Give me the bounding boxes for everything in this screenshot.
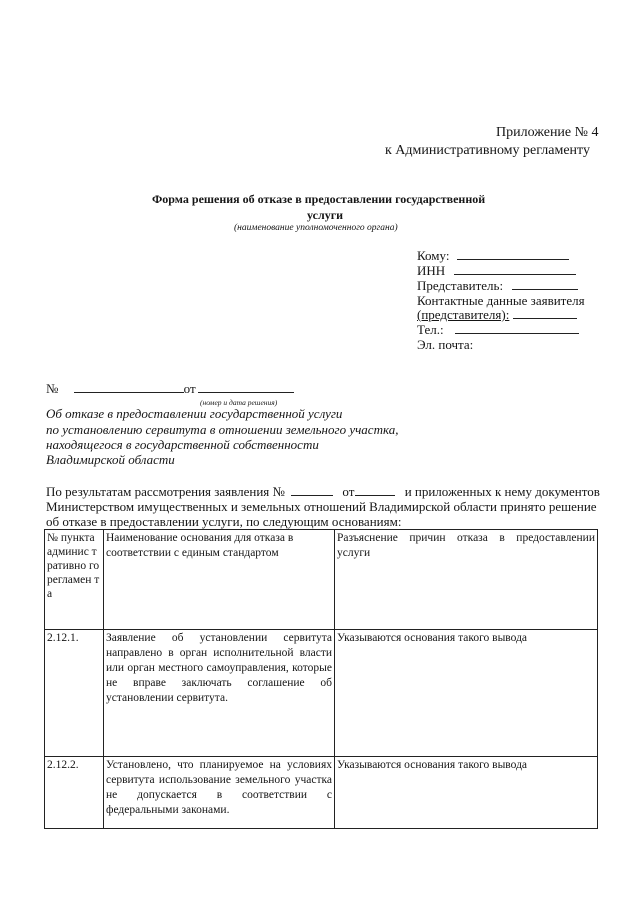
row-explanation: Указываются основания такого вывода <box>335 757 598 829</box>
form-title-line2: услуги <box>307 208 344 222</box>
decision-subject-4: Владимирской области <box>46 452 175 467</box>
table-header-row <box>45 530 598 630</box>
recipient-contacts2: (представителя): <box>417 307 577 323</box>
decision-date-blank <box>198 391 294 393</box>
application-number-blank <box>291 494 333 496</box>
recipient-inn-blank <box>454 273 576 275</box>
header-reason: Наименование основания для отказа в соответствии с единым стандартом <box>104 530 335 630</box>
recipient-to: Кому: <box>417 248 569 264</box>
recipient-rep-blank <box>512 288 578 290</box>
table-row <box>45 757 598 829</box>
appendix-reference: к Административному регламенту <box>385 143 590 158</box>
table-row <box>45 630 598 757</box>
header-item-number: № пункта админис тративно го регламен та <box>45 530 104 630</box>
body-line-1: По результатам рассмотрения заявления № от и приложенных к нему документов <box>46 484 600 499</box>
recipient-tel: Тел.: <box>417 322 579 338</box>
row-item-number: 2.12.2. <box>45 757 104 829</box>
recipient-contacts: Контактные данные заявителя <box>417 293 585 308</box>
reasons-table <box>44 529 598 829</box>
application-date-blank <box>355 494 395 496</box>
decision-subject-2: по установлению сервитута в отношении земельного участка, <box>46 422 399 437</box>
recipient-inn: ИНН <box>417 263 576 279</box>
decision-subject-3: находящегося в государственной собственности <box>46 437 319 452</box>
decision-number-blank <box>74 391 184 393</box>
recipient-representative: Представитель: <box>417 278 578 294</box>
decision-subject-1: Об отказе в предоставлении государственной услуги <box>46 406 343 421</box>
decision-caption: (номер и дата решения) <box>200 398 278 407</box>
recipient-contacts-blank <box>513 317 577 319</box>
recipient-email: Эл. почта: <box>417 337 474 352</box>
row-item-number: 2.12.1. <box>45 630 104 757</box>
row-explanation: Указываются основания такого вывода <box>335 630 598 757</box>
recipient-to-blank <box>457 258 569 260</box>
recipient-tel-blank <box>455 332 579 334</box>
appendix-number: Приложение № 4 <box>496 125 599 140</box>
row-reason: Установлено, что планируемое на условиях сервитута использование земельного участка не допускается в соответствии с федеральными законами. <box>104 757 335 829</box>
form-title-line1: Форма решения об отказе в предоставлении государственной <box>152 192 486 206</box>
form-subtitle: (наименование уполномоченного органа) <box>234 223 398 233</box>
decision-number-line: № от <box>46 381 294 397</box>
body-line-3: об отказе в предоставлении услуги, по следующим основаниям: <box>46 514 402 529</box>
row-reason: Заявление об установлении сервитута направлено в орган исполнительной власти или орган местного самоуправления, которые не вправе заключать соглашение об установлении сервитута. <box>104 630 335 757</box>
header-explanation: Разъяснение причин отказа в предоставлении услуги <box>335 530 598 630</box>
body-line-2: Министерством имущественных и земельных отношений Владимирской области принято решение <box>46 499 597 514</box>
